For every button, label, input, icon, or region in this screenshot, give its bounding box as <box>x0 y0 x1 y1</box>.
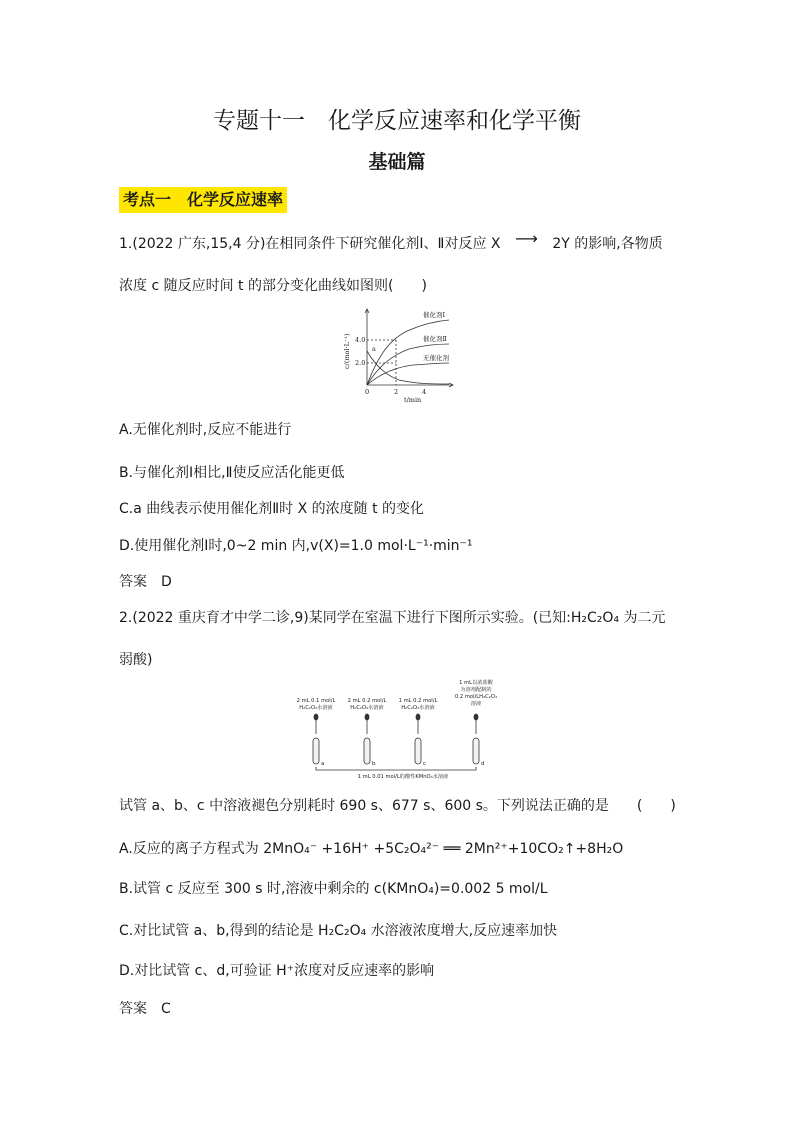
q1-option-d: D.使用催化剂Ⅰ时,0~2 min 内,v(X)=1.0 mol·L⁻¹·min⁻¹ <box>119 538 473 554</box>
q2-option-d: D.对比试管 c、d,可验证 H⁺浓度对反应速率的影响 <box>119 963 435 979</box>
page-title: 专题十一 化学反应速率和化学平衡 <box>213 108 581 134</box>
q1-option-c: C.a 曲线表示使用催化剂Ⅱ时 X 的浓度随 t 的变化 <box>119 501 425 517</box>
concentration-time-chart <box>341 307 459 403</box>
tube-d-label: 1 mL以浓盐酸 <box>459 680 493 686</box>
tube-d-label: 0.2 mol/LH₂C₂O₄ <box>454 694 498 700</box>
curve-catalyst-1 <box>367 320 449 385</box>
tube-b-label: 2 mL 0.2 mol/L <box>347 698 387 704</box>
q1-option-b: B.与催化剂Ⅰ相比,Ⅱ使反应活化能更低 <box>119 465 345 481</box>
xtick-label: 4 <box>422 388 427 396</box>
curve-label-a: a <box>372 345 376 353</box>
tube-c-label: 1 mL 0.2 mol/L <box>398 698 438 704</box>
q1-option-a: A.无催化剂时,反应不能进行 <box>119 422 292 438</box>
dropper-tube-a <box>313 714 319 764</box>
dropper-tube-d <box>473 714 479 764</box>
dropper-tube-c <box>415 714 421 764</box>
q2-option-c: C.对比试管 a、b,得到的结论是 H₂C₂O₄ 水溶液浓度增大,反应速率加快 <box>119 923 558 939</box>
reaction-arrow-icon: ⟶ <box>514 229 538 248</box>
tube-letter: b <box>372 761 376 767</box>
section-heading: 考点一 化学反应速率 <box>119 187 287 213</box>
q2-stem-line3: 试管 a、b、c 中溶液褪色分别耗时 690 s、677 s、600 s。下列说法正确的是 ( ) <box>119 798 676 814</box>
tube-a-label: H₂C₂O₄水溶液 <box>299 705 333 711</box>
curve-label-no-catalyst: 无催化剂 <box>423 354 449 362</box>
curve-catalyst-2 <box>367 344 449 385</box>
ytick-label: 4.0 <box>355 336 366 344</box>
tube-a-label: 2 mL 0.1 mol/L <box>296 698 336 704</box>
q1-stem-line1 <box>119 229 663 253</box>
q1-stem-text-end: 2Y 的影响,各物质 <box>552 236 663 252</box>
tube-d-label: 为溶剂配制的 <box>460 687 492 693</box>
q2-stem-line1: 2.(2022 重庆育才中学二诊,9)某同学在室温下进行下图所示实验。(已知:H₂C₂O₄ 为二元 <box>119 610 666 626</box>
apparatus-bottom-label: 1 mL 0.01 mol/L的酸性KMnO₄水溶液 <box>357 774 449 780</box>
tube-b-label: H₂C₂O₄水溶液 <box>350 705 384 711</box>
q2-option-b: B.试管 c 反应至 300 s 时,溶液中剩余的 c(KMnO₄)=0.002 5 mol/L <box>119 881 548 897</box>
bracket <box>316 767 476 770</box>
dropper-tube-b <box>364 714 370 764</box>
tube-letter: c <box>423 761 427 767</box>
tube-letter: d <box>481 761 485 767</box>
q2-stem-line2: 弱酸) <box>119 652 153 668</box>
page-subtitle: 基础篇 <box>368 151 426 173</box>
q2-option-a: A.反应的离子方程式为 2MnO₄⁻ +16H⁺ +5C₂O₄²⁻ ══ 2Mn²⁺+10CO₂↑+8H₂O <box>119 841 624 857</box>
y-axis-label: c/(mol·L⁻¹) <box>343 333 351 369</box>
xtick-label: 2 <box>394 388 399 396</box>
tube-d-label: 溶液 <box>470 701 482 707</box>
q2-answer: 答案 C <box>119 1001 171 1017</box>
tube-c-label: H₂C₂O₄水溶液 <box>401 705 435 711</box>
q1-answer: 答案 D <box>119 574 172 590</box>
curve-label-catalyst-2: 催化剂Ⅱ <box>423 335 447 343</box>
q1-stem-text: 1.(2022 广东,15,4 分)在相同条件下研究催化剂Ⅰ、Ⅱ对反应 X <box>119 236 501 252</box>
xtick-label: 0 <box>365 388 370 396</box>
x-axis-label: t/min <box>404 396 422 403</box>
curve-label-catalyst-1: 催化剂Ⅰ <box>423 311 446 319</box>
tube-letter: a <box>321 761 325 767</box>
q1-stem-line2: 浓度 c 随反应时间 t 的部分变化曲线如图则( ) <box>119 278 427 294</box>
experiment-apparatus <box>290 676 518 780</box>
ytick-label: 2.0 <box>355 359 366 367</box>
